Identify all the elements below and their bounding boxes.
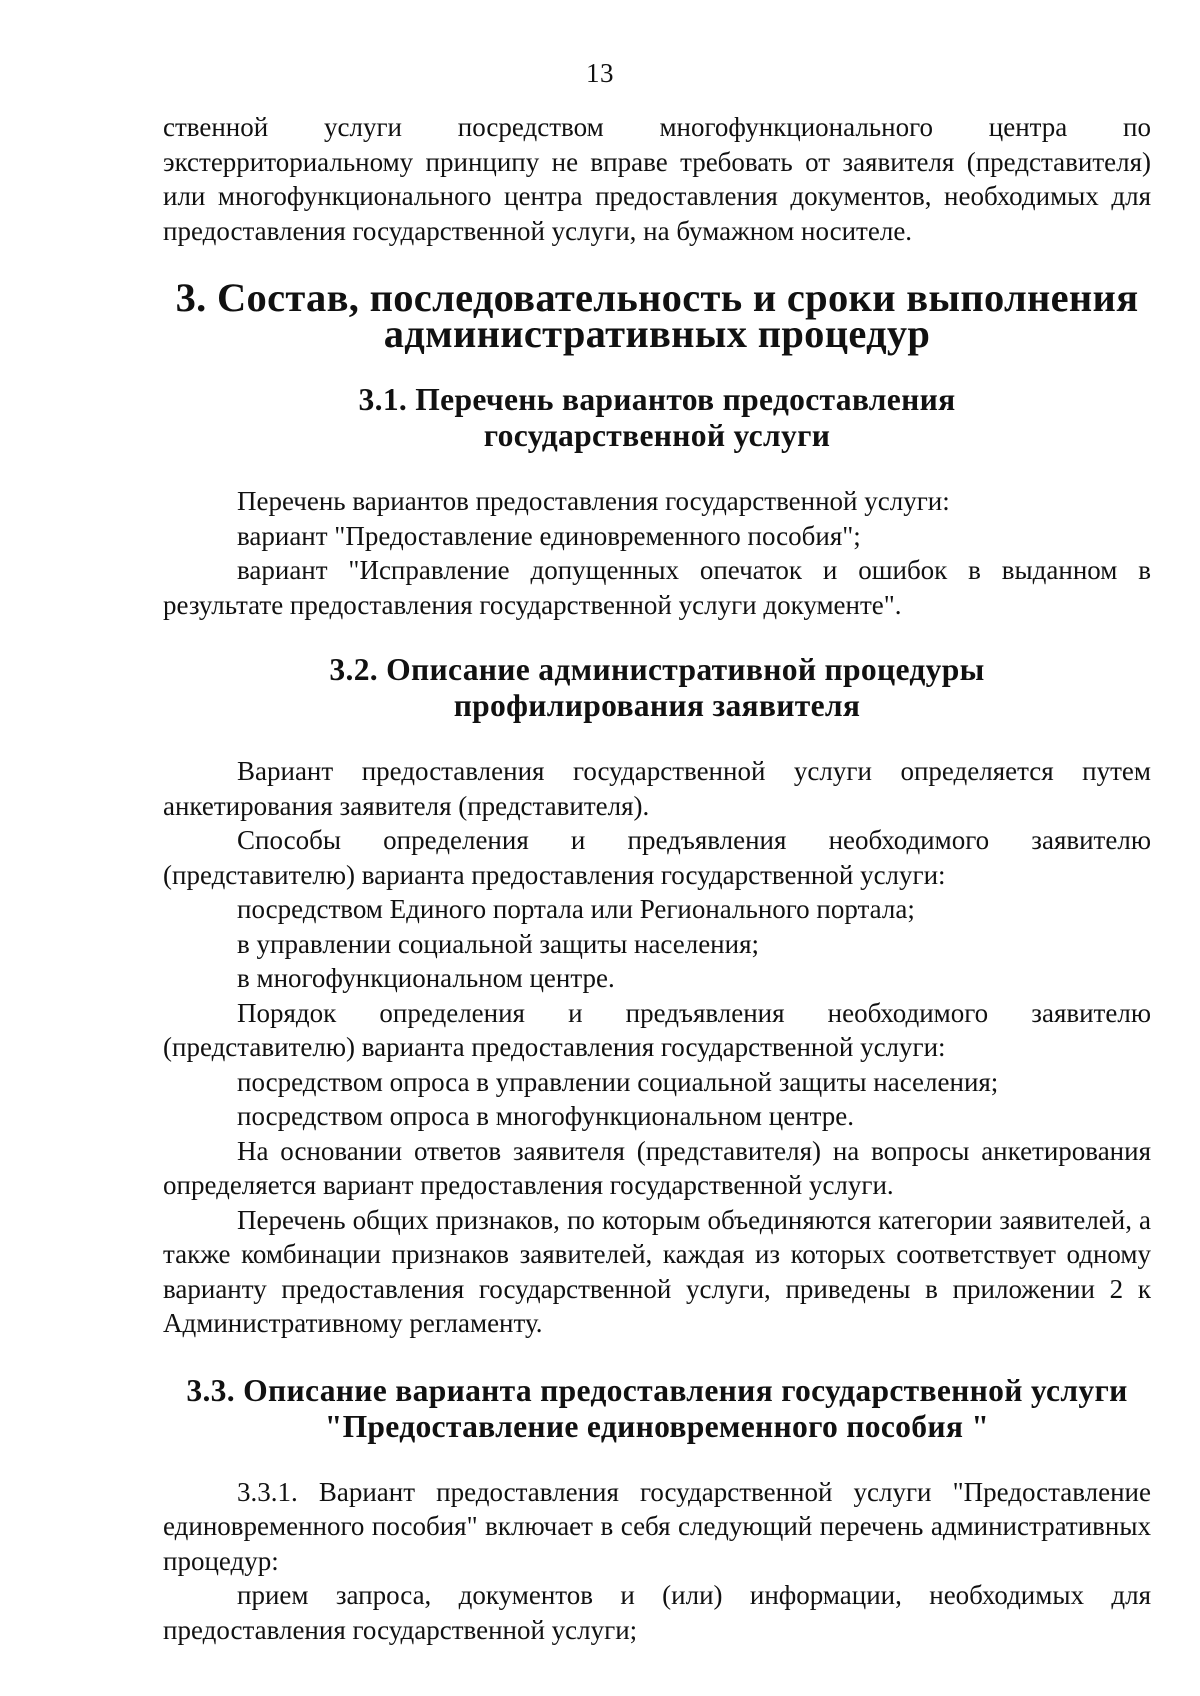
document-body: [163, 110, 1151, 1647]
section-3-heading: [163, 275, 1151, 356]
section-3-1-heading-line-1: 3.1. Перечень вариантов предоставления: [358, 382, 956, 417]
section-3-3-paragraph: 3.3.1. Вариант предоставления государственной услуги "Предоставление единовременного пособия" включает в себя следующий перечень административных процедур:: [163, 1476, 1151, 1576]
section-3-1-paragraph: вариант "Исправление допущенных опечаток и ошибок в выданном в результате предоставления государственной услуги документе".: [163, 555, 1151, 620]
section-3-3-heading-line-2: "Предоставление единовременного пособия ": [324, 1408, 990, 1444]
section-3-2-heading-line-2: профилирования заявителя: [453, 688, 861, 723]
section-3-2-paragraph: посредством опроса в многофункциональном центре.: [237, 1101, 855, 1131]
section-3-2-paragraph: посредством опроса в управлении социальной защиты населения;: [237, 1066, 999, 1097]
section-3-2-paragraph: в управлении социальной защиты населения;: [237, 928, 760, 959]
section-3-2-heading-line-1: 3.2. Описание административной процедуры: [329, 652, 985, 687]
section-3-1-heading: [163, 382, 1151, 454]
section-3-2-paragraph: Перечень общих признаков, по которым объединяются категории заявителей, а также комбинации признаков заявителей, каждая из которых соответствует одному варианту предоставления государственной услуги, приведены в приложении 2 к Административному регламенту.: [163, 1204, 1151, 1338]
page-number: 13: [586, 58, 614, 88]
section-3-3-heading-line-1: 3.3. Описание варианта предоставления государственной услуги: [186, 1372, 1128, 1408]
section-3-1-heading-line-2: государственной услуги: [483, 418, 831, 453]
section-3-3-heading: [163, 1373, 1151, 1445]
section-3-2-paragraph: На основании ответов заявителя (представителя) на вопросы анкетирования определяется вариант предоставления государственной услуги.: [163, 1135, 1151, 1200]
section-3-1-paragraph: вариант "Предоставление единовременного пособия";: [237, 520, 861, 551]
intro-paragraph: ственной услуги посредством многофункционального центра по экстерриториальному принципу не вправе требовать от заявителя (представителя) или многофункционального центра предоставления документов, необходимых для предоставления государственной услуги, на бумажном носителе.: [163, 112, 1151, 246]
section-3-heading-line-1: 3. Состав, последовательность и сроки выполнения: [175, 275, 1139, 320]
section-3-2-paragraph: Вариант предоставления государственной услуги определяется путем анкетирования заявителя (представителя).: [163, 756, 1151, 821]
section-3-2-paragraph: посредством Единого портала или Регионального портала;: [237, 894, 915, 924]
section-3-3-paragraph: прием запроса, документов и (или) информации, необходимых для предоставления государственной услуги;: [163, 1580, 1151, 1645]
section-3-2-paragraph: Способы определения и предъявления необходимого заявителю (представителю) варианта предоставления государственной услуги:: [163, 825, 1151, 890]
section-3-1-paragraph: Перечень вариантов предоставления государственной услуги:: [237, 486, 950, 516]
section-3-2-paragraph: Порядок определения и предъявления необходимого заявителю (представителю) варианта предоставления государственной услуги:: [163, 997, 1151, 1062]
section-3-2-paragraph: в многофункциональном центре.: [237, 963, 615, 993]
section-3-heading-line-2: административных процедур: [383, 311, 931, 356]
section-3-2-heading: [163, 652, 1151, 724]
